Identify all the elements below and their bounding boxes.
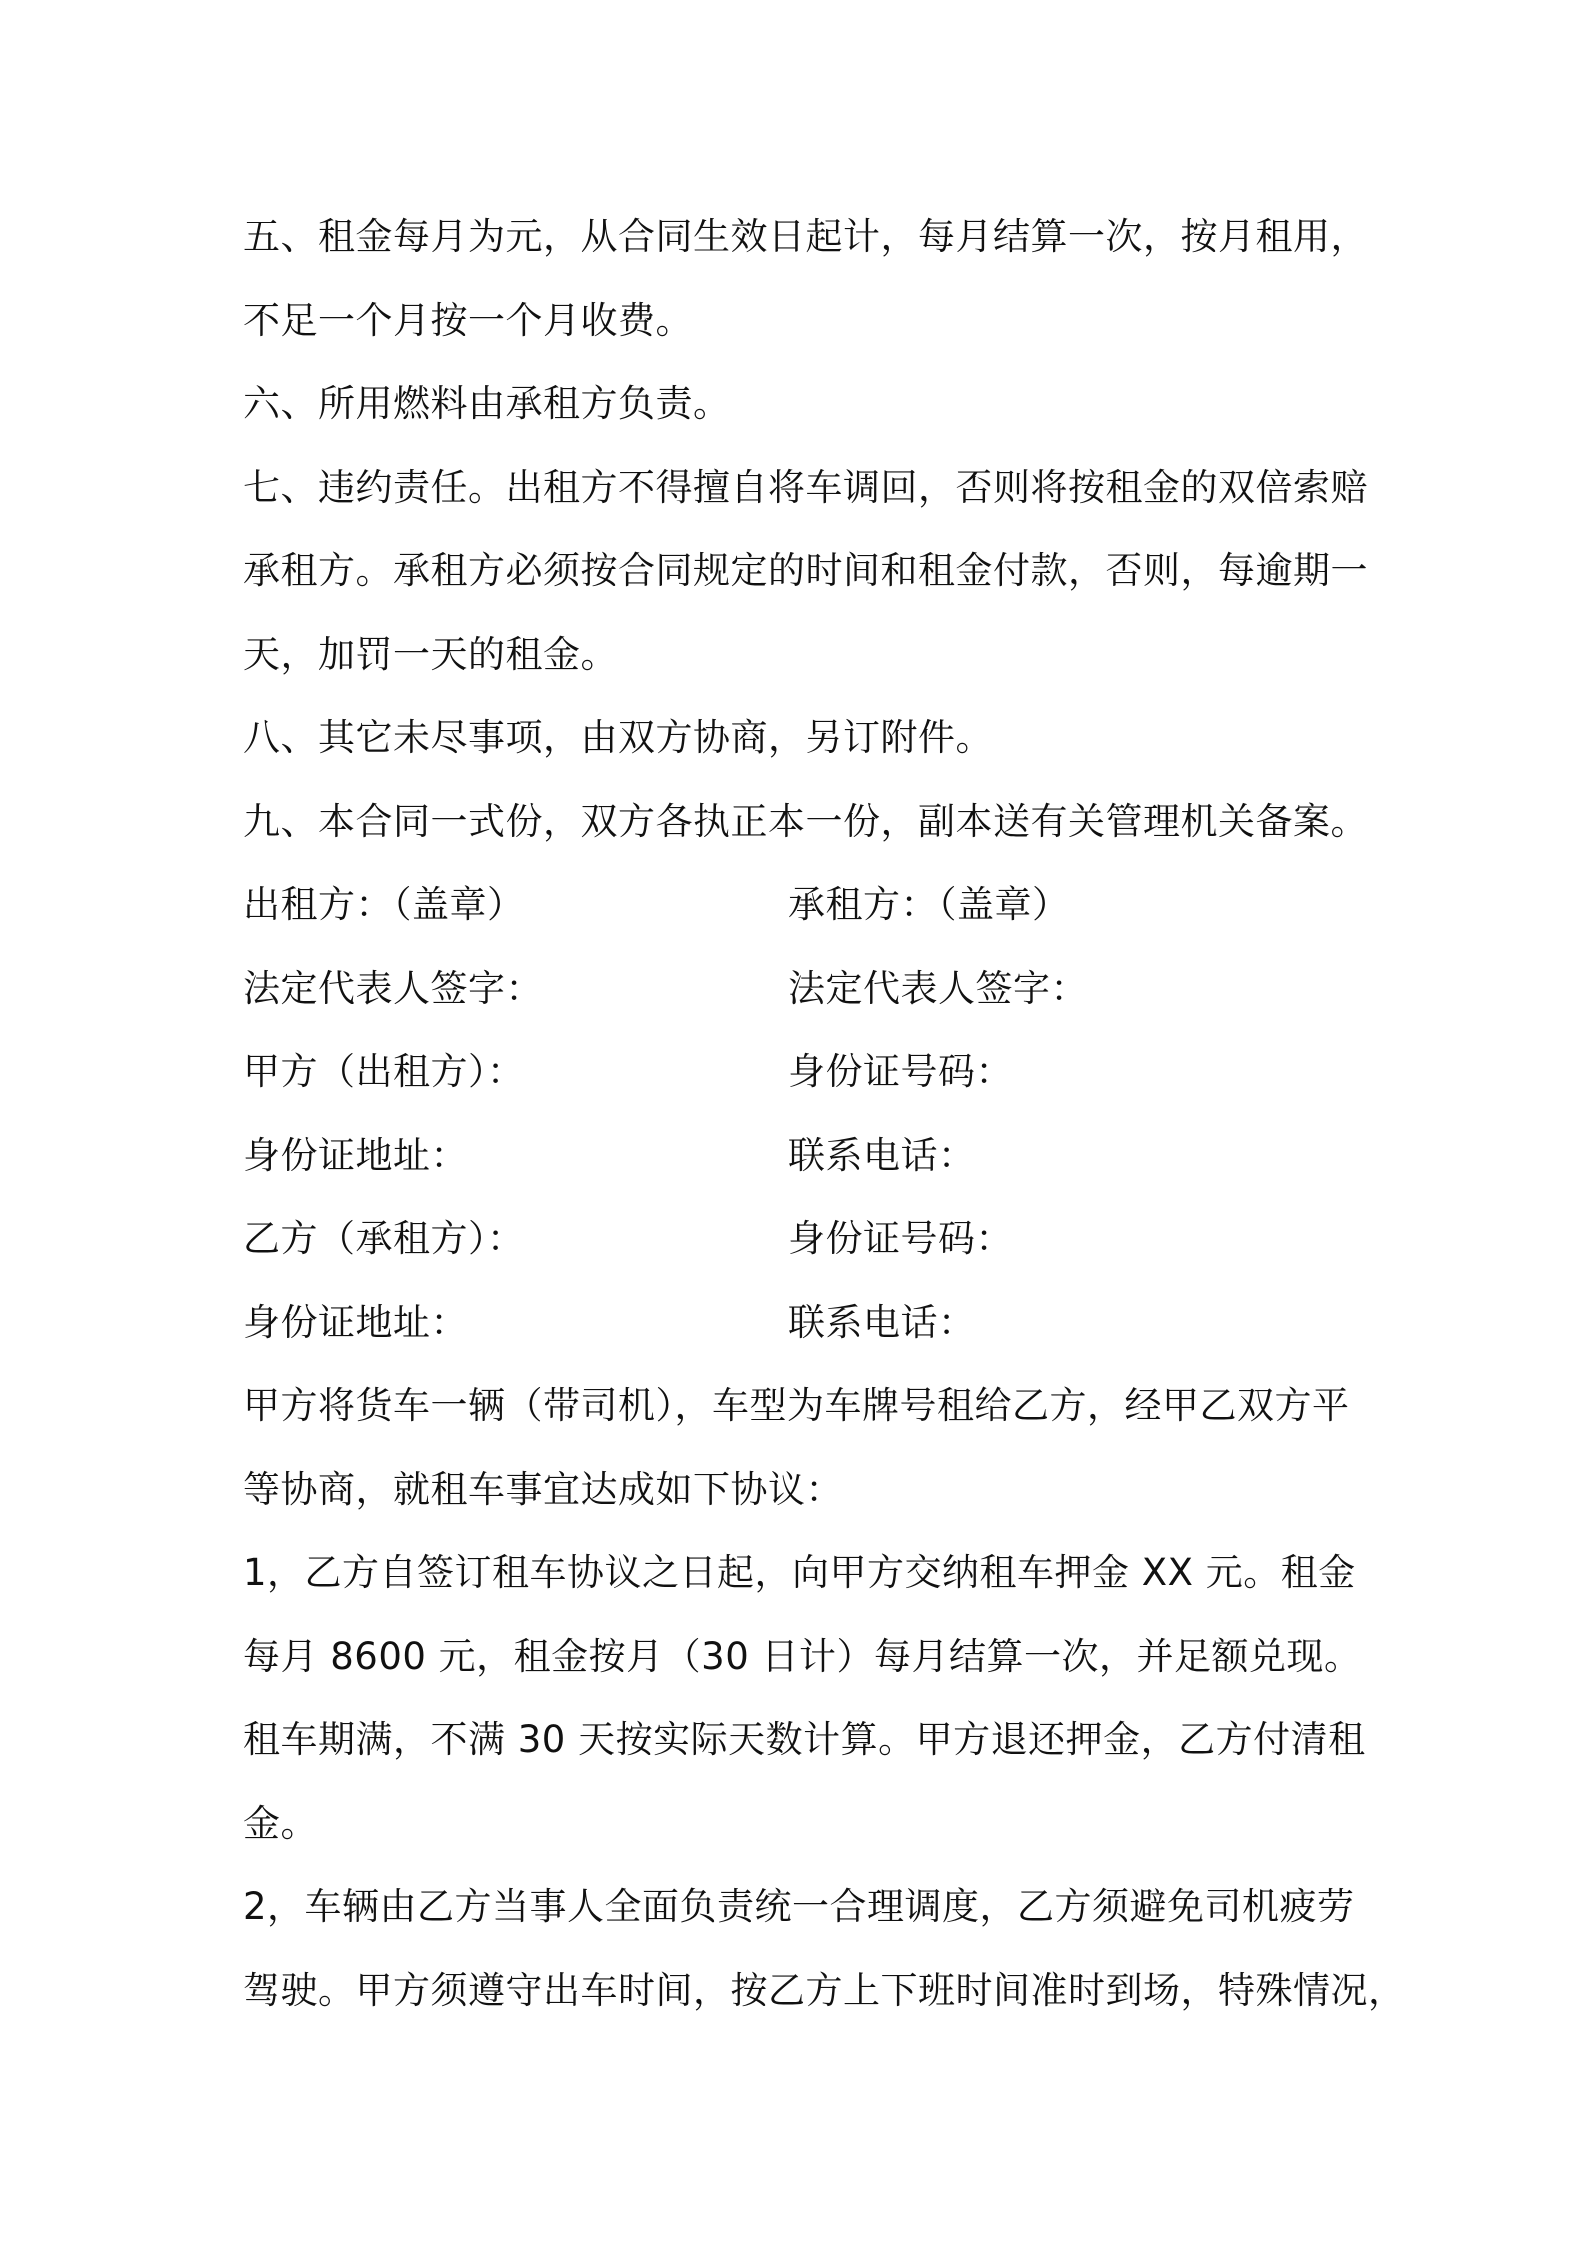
clause-five <box>243 195 1368 362</box>
signature-label-left: 甲方（出租方）： <box>243 1050 525 1093</box>
text-line: 驾驶。甲方须遵守出车时间，按乙方上下班时间准时到场，特殊情况， <box>243 1968 1406 2012</box>
item-two <box>243 1865 1406 2032</box>
clause-eight <box>243 696 1363 780</box>
signature-row <box>243 1114 1363 1198</box>
signature-label-left: 出租方：（盖章） <box>243 883 525 926</box>
signature-row <box>243 1197 1363 1281</box>
signature-block <box>243 863 1363 1364</box>
signature-row <box>243 947 1363 1031</box>
signature-label-left: 法定代表人签字： <box>243 966 543 1010</box>
text-line: 1，乙方自签订租车协议之日起，向甲方交纳租车押金 XX 元。租金 <box>243 1551 1356 1594</box>
intro-paragraph <box>243 1364 1363 1531</box>
text-line: 五、租金每月为元，从合同生效日起计，每月结算一次，按月租用， <box>243 215 1368 258</box>
text-line: 承租方。承租方必须按合同规定的时间和租金付款，否则，每逾期一 <box>243 549 1368 592</box>
text-line: 租车期满，不满 30 天按实际天数计算。甲方退还押金，乙方付清租 <box>243 1718 1366 1761</box>
text-line: 等协商，就租车事宜达成如下协议： <box>243 1467 843 1511</box>
clause-six <box>243 362 1363 446</box>
text-line: 九、本合同一式份，双方各执正本一份，副本送有关管理机关备案。 <box>243 799 1368 843</box>
item-one <box>243 1531 1366 1865</box>
text-line: 2，车辆由乙方当事人全面负责统一合理调度，乙方须避免司机疲劳 <box>243 1885 1355 1928</box>
text-line: 八、其它未尽事项，由双方协商，另订附件。 <box>243 716 993 759</box>
signature-label-right: 身份证号码： <box>788 1217 1013 1260</box>
text-line: 不足一个月按一个月收费。 <box>243 298 693 342</box>
contract-page <box>243 195 1406 2032</box>
text-line: 甲方将货车一辆（带司机），车型为车牌号租给乙方，经甲乙双方平 <box>243 1384 1350 1427</box>
text-line: 每月 8600 元，租金按月（30 日计）每月结算一次，并足额兑现。 <box>243 1634 1362 1678</box>
signature-row <box>243 1030 1363 1114</box>
signature-label-right: 联系电话： <box>788 1133 976 1177</box>
signature-row <box>243 863 1363 947</box>
signature-label-right: 身份证号码： <box>788 1050 1013 1093</box>
signature-label-right: 承租方：（盖章） <box>788 883 1070 926</box>
text-line: 六、所用燃料由承租方负责。 <box>243 382 731 425</box>
clause-nine <box>243 780 1368 864</box>
signature-label-left: 乙方（承租方）： <box>243 1217 525 1260</box>
signature-label-left: 身份证地址： <box>243 1133 468 1177</box>
signature-label-right: 联系电话： <box>788 1300 976 1344</box>
clause-seven <box>243 446 1368 697</box>
signature-row <box>243 1281 1363 1365</box>
signature-label-right: 法定代表人签字： <box>788 966 1088 1010</box>
signature-label-left: 身份证地址： <box>243 1300 468 1344</box>
text-line: 天，加罚一天的租金。 <box>243 632 618 676</box>
text-line: 七、违约责任。出租方不得擅自将车调回，否则将按租金的双倍索赔 <box>243 465 1368 509</box>
text-line: 金。 <box>243 1801 318 1845</box>
